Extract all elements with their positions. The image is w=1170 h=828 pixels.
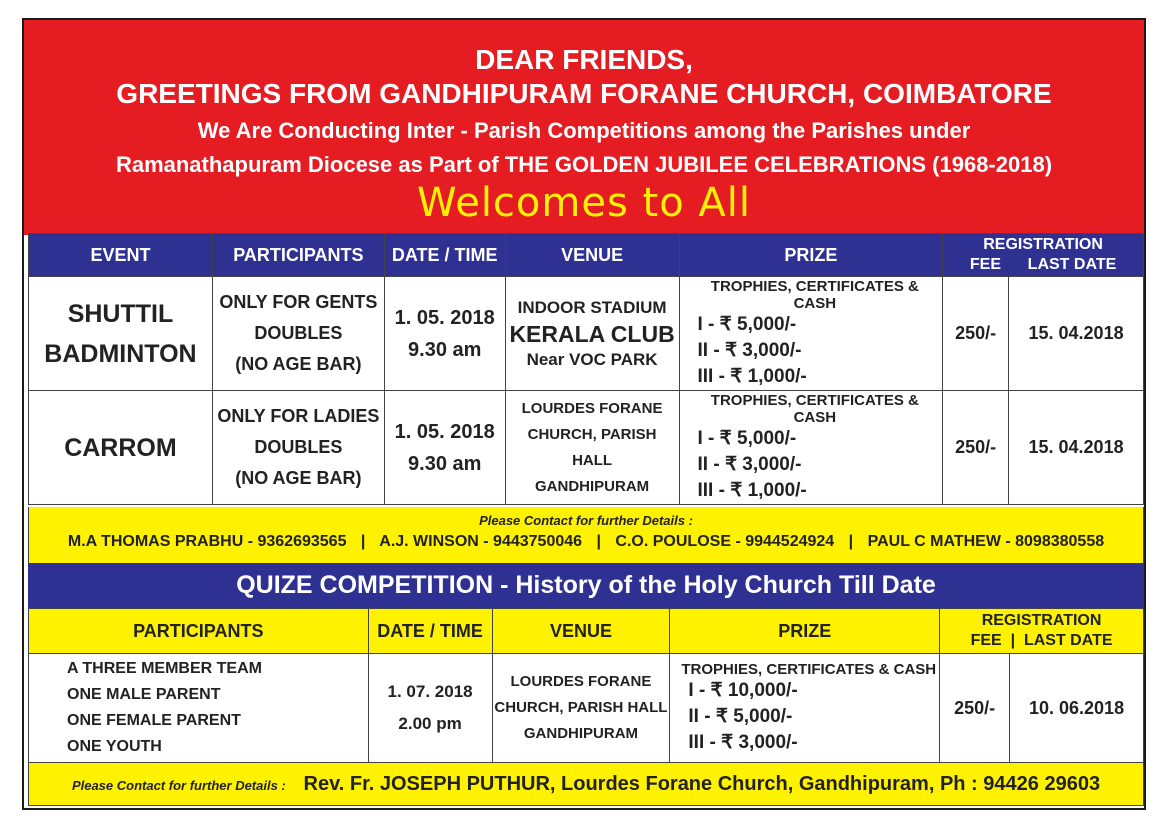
- team-line: A THREE MEMBER TEAM: [67, 660, 262, 677]
- venue-cell: [492, 654, 670, 763]
- venue-line: Near VOC PARK: [526, 349, 658, 369]
- fee-cell: 250/-: [940, 654, 1010, 763]
- venue-line: CHURCH, PARISH HALL: [527, 425, 657, 469]
- quiz-header-venue: VENUE: [492, 609, 670, 654]
- header-last-date: LAST DATE: [1027, 256, 1117, 273]
- contact-lead: Please Contact for further Details :: [479, 513, 693, 528]
- participants-line: (NO AGE BAR): [235, 468, 362, 488]
- contact-1: M.A THOMAS PRABHU - 9362693565: [67, 533, 347, 550]
- prize-title: TROPHIES, CERTIFICATES & CASH: [710, 277, 919, 312]
- prize-third: III - ₹ 1,000/-: [697, 365, 807, 387]
- venue-cell: [505, 277, 679, 391]
- prize-first: I - ₹ 5,000/-: [697, 427, 797, 449]
- contact-separator: |: [848, 533, 854, 550]
- quiz-header-registration-label: REGISTRATION: [981, 612, 1102, 629]
- prize-third: III - ₹ 3,000/-: [688, 731, 798, 753]
- contact-list: [29, 533, 1143, 551]
- participants-cell: [212, 277, 384, 391]
- events-table: [28, 233, 1144, 505]
- quiz-date: 1. 07. 2018: [387, 682, 473, 701]
- table-row: [29, 654, 1144, 763]
- quiz-header-last-date: LAST DATE: [1023, 632, 1113, 649]
- event-name-line: BADMINTON: [44, 339, 197, 368]
- fee-cell: 250/-: [943, 391, 1009, 505]
- contact-strip: [28, 507, 1144, 563]
- participants-line: ONLY FOR LADIES: [217, 406, 380, 426]
- quiz-header-participants: PARTICIPANTS: [29, 609, 369, 654]
- datetime-cell: [384, 391, 505, 505]
- venue-line: LOURDES FORANE: [510, 673, 652, 690]
- venue-line: LOURDES FORANE: [521, 399, 663, 417]
- quiz-header-fee: FEE: [970, 632, 1002, 649]
- last-date-cell: 15. 04.2018: [1009, 391, 1144, 505]
- team-line: ONE YOUTH: [67, 738, 162, 755]
- quiz-title-banner: [28, 563, 1144, 608]
- venue-line: GANDHIPURAM: [523, 725, 639, 742]
- quiz-title: QUIZE COMPETITION: [236, 571, 494, 599]
- contact-3: C.O. POULOSE - 9944524924: [615, 533, 835, 550]
- event-name: [29, 277, 213, 391]
- announcement-line-2: Ramanathapuram Diocese as Part of THE GOLDEN JUBILEE CELEBRATIONS (1968-2018): [115, 152, 1053, 177]
- participants-line: DOUBLES: [254, 323, 343, 343]
- prize-cell: [679, 277, 943, 391]
- prize-first: I - ₹ 10,000/-: [688, 679, 798, 701]
- contact-4: PAUL C MATHEW - 8098380558: [867, 533, 1105, 550]
- header-prize: PRIZE: [679, 234, 943, 277]
- participants-cell: [212, 391, 384, 505]
- datetime-cell: [384, 277, 505, 391]
- participants-line: (NO AGE BAR): [235, 354, 362, 374]
- header-banner: [24, 20, 1144, 235]
- contact-separator: |: [596, 533, 601, 550]
- footer-contact: [28, 762, 1144, 806]
- header-participants: PARTICIPANTS: [212, 234, 384, 277]
- prize-first: I - ₹ 5,000/-: [697, 313, 797, 335]
- venue-line: GANDHIPURAM: [534, 477, 650, 495]
- table-row: [29, 391, 1144, 505]
- header-registration-label: REGISTRATION: [983, 236, 1103, 253]
- quiz-header-prize: PRIZE: [670, 609, 940, 654]
- quiz-header-datetime: DATE / TIME: [368, 609, 492, 654]
- last-date-cell: 15. 04.2018: [1009, 277, 1144, 391]
- event-name-line: CARROM: [64, 433, 177, 462]
- prize-title: TROPHIES, CERTIFICATES & CASH: [710, 391, 919, 426]
- venue-cell: [505, 391, 679, 505]
- team-line: ONE FEMALE PARENT: [67, 712, 241, 729]
- prize-cell: [670, 654, 940, 763]
- header-fee: FEE: [969, 256, 1001, 273]
- contact-separator: |: [360, 533, 366, 550]
- venue-line: CHURCH, PARISH HALL: [494, 699, 668, 716]
- last-date-cell: 10. 06.2018: [1010, 654, 1144, 763]
- team-line: ONE MALE PARENT: [67, 686, 221, 703]
- datetime-cell: [368, 654, 492, 763]
- participants-line: DOUBLES: [254, 437, 343, 457]
- quiz-time: 2.00 pm: [398, 714, 462, 733]
- announcement-line-1: We Are Conducting Inter - Parish Competitions among the Parishes under: [197, 118, 971, 143]
- footer-main: Rev. Fr. JOSEPH PUTHUR, Lourdes Forane Church, Gandhipuram, Ph : 94426 29603: [303, 773, 1101, 795]
- prize-second: II - ₹ 5,000/-: [688, 705, 793, 727]
- greeting-line: DEAR FRIENDS,: [475, 44, 693, 75]
- prize-cell: [679, 391, 943, 505]
- footer-lead: Please Contact for further Details :: [71, 778, 286, 793]
- team-cell: [29, 654, 369, 763]
- event-time: 9.30 am: [408, 338, 482, 361]
- table-row: [29, 277, 1144, 391]
- header-registration-sub: [943, 255, 1143, 275]
- events-table-header: [29, 234, 1144, 277]
- participants-line: ONLY FOR GENTS: [219, 292, 378, 312]
- header-datetime: DATE / TIME: [384, 234, 505, 277]
- header-venue: VENUE: [505, 234, 679, 277]
- church-greeting: GREETINGS FROM GANDHIPURAM FORANE CHURCH, COIMBATORE: [116, 78, 1052, 109]
- fee-cell: 250/-: [943, 277, 1009, 391]
- event-time: 9.30 am: [408, 452, 482, 475]
- header-registration: [943, 234, 1144, 277]
- contact-2: A.J. WINSON - 9443750046: [379, 533, 583, 550]
- event-date: 1. 05. 2018: [394, 306, 495, 329]
- event-name: [29, 391, 213, 505]
- quiz-header-registration: [940, 609, 1144, 654]
- venue-line: INDOOR STADIUM: [517, 297, 667, 317]
- prize-third: III - ₹ 1,000/-: [697, 479, 807, 501]
- quiz-table-header: [29, 609, 1144, 654]
- quiz-table: [28, 608, 1144, 763]
- poster: [22, 18, 1146, 810]
- prize-second: II - ₹ 3,000/-: [697, 339, 802, 361]
- quiz-header-registration-sub: FEE | LAST DATE: [970, 632, 1113, 649]
- prize-title: TROPHIES, CERTIFICATES & CASH: [681, 660, 937, 678]
- event-date: 1. 05. 2018: [394, 420, 495, 443]
- header-event: EVENT: [29, 234, 213, 277]
- event-name-line: SHUTTIL: [67, 299, 174, 328]
- venue-line: KERALA CLUB: [509, 320, 675, 347]
- prize-second: II - ₹ 3,000/-: [697, 453, 802, 475]
- welcome-text: Welcomes to All: [417, 180, 751, 226]
- quiz-subtitle: - History of the Holy Church Till Date: [493, 571, 936, 599]
